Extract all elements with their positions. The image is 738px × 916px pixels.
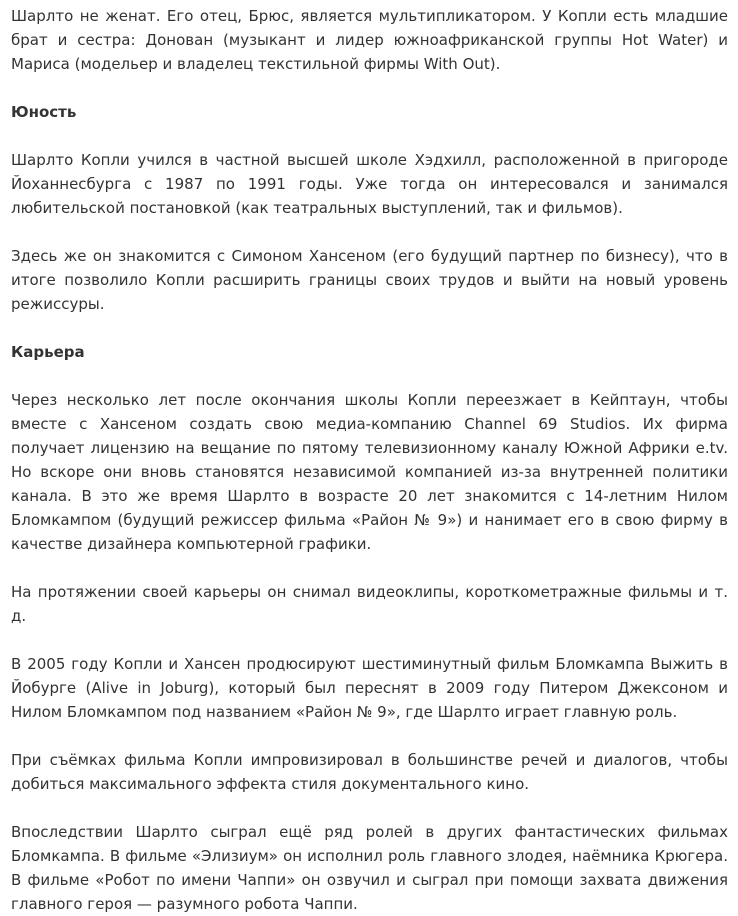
paragraph-later-roles: Впоследствии Шарлто сыграл ещё ряд ролей в других фантастических фильмах Бломкампа. В фильме «Элизиум» он исполнил роль главного злодея, наёмника Крюгера. В фильме «Робот по имени Чаппи» он озвучил и сыграл при помощи захвата движения главного героя — разумного робота Чаппи. (11, 823, 728, 913)
paragraph-school: Шарлто Копли учился в частной высшей школе Хэдхилл, расположенной в пригороде Йоханнесбурга с 1987 по 1991 годы. Уже тогда он интересовался и занимался любительской постановкой (как театральных выступлений, так и фильмов). (11, 151, 728, 217)
paragraph-district9: В 2005 году Копли и Хансен продюсируют шестиминутный фильм Бломкампа Выжить в Йобурге (Alive in Joburg), который был переснят в 2009 году Питером Джексоном и Нилом Бломкампом под названием «Район № 9», где Шарлто играет главную роль. (11, 655, 728, 721)
paragraph-improvisation: При съёмках фильма Копли импровизировал в большинстве речей и диалогов, чтобы добиться максимального эффекта стиля документального кино. (11, 751, 728, 793)
heading-youth: Юность (11, 103, 77, 121)
paragraph-family: Шарлто не женат. Его отец, Брюс, является мультипликатором. У Копли есть младшие брат и сестра: Донован (музыкант и лидер южноафриканской группы Hot Water) и Мариса (модельер и владелец текстильной фирмы With Out). (11, 7, 728, 73)
paragraph-partner: Здесь же он знакомится с Симоном Хансеном (его будущий партнер по бизнесу), что в итоге позволило Копли расширить границы своих трудов и выйти на новый уровень режиссуры. (11, 247, 728, 313)
paragraph-clips: На протяжении своей карьеры он снимал видеоклипы, короткометражные фильмы и т. д. (11, 583, 728, 625)
heading-career: Карьера (11, 343, 85, 361)
paragraph-company: Через несколько лет после окончания школы Копли переезжает в Кейптаун, чтобы вместе с Хансеном создать свою медиа-компанию Channel 69 Studios. Их фирма получает лицензию на вещание по пятому телевизионному каналу Южной Африки e.tv. Но вскоре они вновь становятся независимой компанией из-за внутренней политики канала. В это же время Шарлто в возрасте 20 лет знакомится с 14-летним Нилом Бломкампом (будущий режиссер фильма «Район № 9») и нанимает его в свою фирму в качестве дизайнера компьютерной графики. (11, 391, 728, 553)
